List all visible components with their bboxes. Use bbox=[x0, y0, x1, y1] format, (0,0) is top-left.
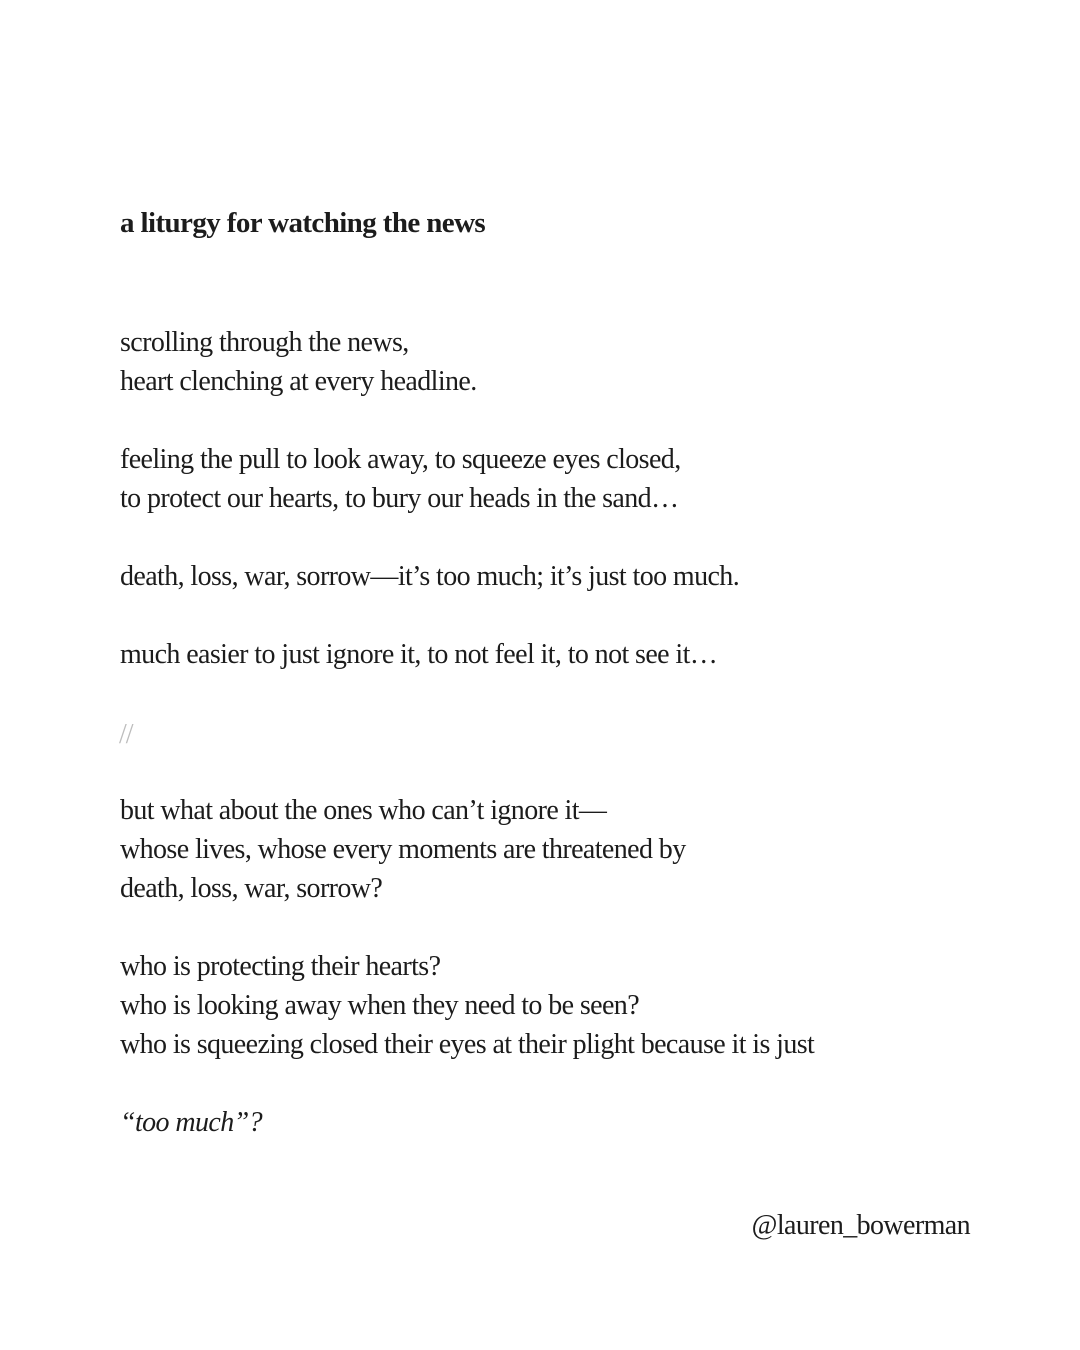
poem-title: a liturgy for watching the news bbox=[120, 207, 486, 239]
poem-line: who is protecting their hearts? bbox=[120, 951, 441, 982]
author-handle: @lauren_bowerman bbox=[751, 1210, 970, 1241]
poem-line: who is squeezing closed their eyes at their plight because it is just bbox=[120, 1029, 815, 1060]
poem-line: but what about the ones who can’t ignore it— bbox=[120, 795, 607, 826]
poem-line: heart clenching at every headline. bbox=[120, 366, 477, 397]
poem-line: whose lives, whose every moments are threatened by bbox=[120, 834, 686, 865]
poem-line: feeling the pull to look away, to squeeze eyes closed, bbox=[120, 444, 681, 475]
poem-line: much easier to just ignore it, to not feel it, to not see it… bbox=[120, 639, 718, 670]
poem-line: death, loss, war, sorrow? bbox=[120, 873, 383, 904]
poem-line: scrolling through the news, bbox=[120, 327, 409, 358]
section-divider: // bbox=[119, 719, 133, 750]
poem-line: who is looking away when they need to be seen? bbox=[120, 990, 640, 1021]
poem-line-emphasis: “too much”? bbox=[120, 1107, 262, 1138]
poem-line: to protect our hearts, to bury our heads in the sand… bbox=[120, 483, 679, 514]
poem-line: death, loss, war, sorrow—it’s too much; it’s just too much. bbox=[120, 561, 740, 592]
